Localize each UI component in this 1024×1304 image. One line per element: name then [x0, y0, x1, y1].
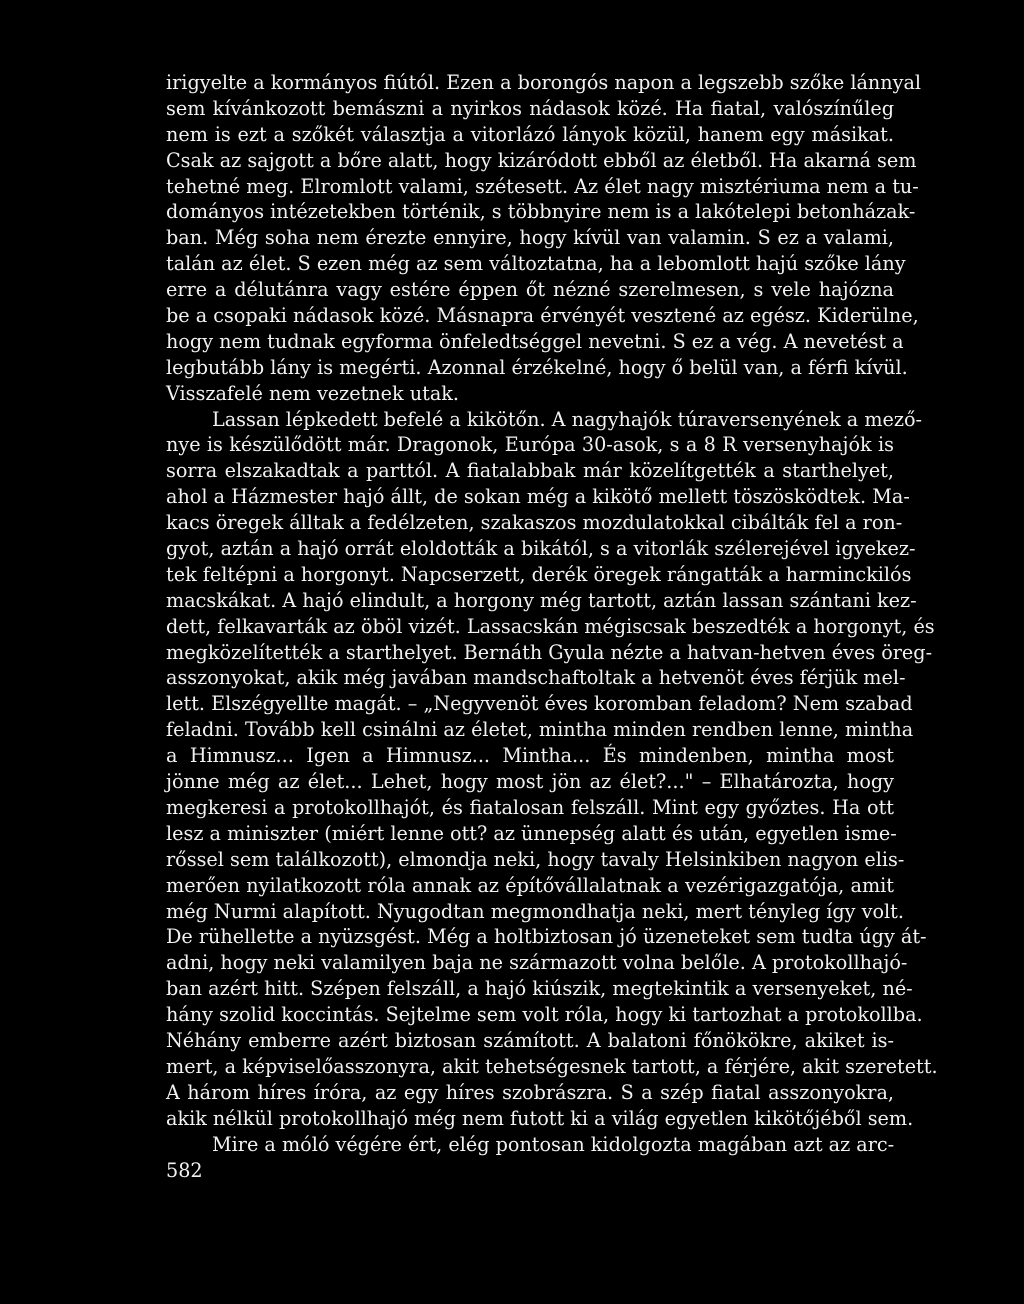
text-line: A három híres íróra, az egy híres szobrászra. S a szép fiatal asszonyokra, — [166, 1080, 894, 1104]
text-line: rőssel sem találkozott), elmondja neki, hogy tavaly Helsinkiben nagyon elis- — [166, 847, 905, 871]
text-line: Csak az sajgott a bőre alatt, hogy kizáródott ebből az életből. Ha akarná sem — [166, 148, 917, 172]
text-line: ban. Még soha nem érezte ennyire, hogy kívül van valamin. S ez a valami, — [166, 226, 894, 250]
text-line: adni, hogy neki valamilyen baja ne származott volna belőle. A protokollhajó- — [166, 951, 908, 975]
text-line: De rühellette a nyüzsgést. Még a holtbiztosan jó üzeneteket sem tudta úgy át- — [166, 925, 927, 949]
text-line: kacs öregek álltak a fedélzeten, szakaszos mozdulatokkal cibálták fel a ron- — [166, 511, 903, 535]
text-line: megkeresi a protokollhajót, és fiatalosan felszáll. Mint egy győztes. Ha ott — [166, 795, 894, 819]
text-line: megközelítették a starthelyet. Bernáth Gyula nézte a hatvan-hetven éves öreg- — [166, 640, 933, 664]
text-line: legbutább lány is megérti. Azonnal érzékelné, hogy ő belül van, a férfi kívül. — [166, 355, 908, 379]
text-line: a Himnusz... Igen a Himnusz... Mintha... És mindenben, mintha most — [166, 744, 894, 768]
text-line: macskákat. A hajó elindult, a horgony még tartott, aztán lassan szántani kez- — [166, 588, 917, 612]
text-line: nem is ezt a szőkét választja a vitorlázó lányok közül, hanem egy másikat. — [166, 122, 894, 146]
text-line: erre a délutánra vagy estére éppen őt nézné szerelmesen, s vele hajózna — [166, 278, 894, 302]
text-line: Visszafelé nem vezetnek utak. — [166, 381, 459, 405]
text-line: jönne még az élet... Lehet, hogy most jön az élet?..." – Elhatározta, hogy — [166, 770, 894, 794]
text-line: feladni. Tovább kell csinálni az életet, mintha minden rendben lenne, mintha — [166, 718, 914, 742]
page-number: 582 — [166, 1159, 203, 1182]
text-line: ban azért hitt. Szépen felszáll, a hajó kiúszik, megtekintik a versenyeket, né- — [166, 977, 913, 1001]
text-line: nye is készülődött már. Dragonok, Európa 30-asok, s a 8 R versenyhajók is — [166, 433, 894, 457]
text-line: még Nurmi alapított. Nyugodtan megmondhatja neki, mert tényleg így volt. — [166, 899, 904, 923]
text-line: irigyelte a kormányos fiútól. Ezen a borongós napon a legszebb szőke lánnyal — [166, 71, 922, 94]
text-line: gyot, aztán a hajó orrát eloldották a bikától, s a vitorlák szélerejével igyekez- — [166, 537, 916, 561]
text-line: Lassan lépkedett befelé a kikötőn. A nagyhajók túraversenyének a mező- — [212, 407, 923, 431]
text-line: merően nyilatkozott róla annak az építővállalatnak a vezérigazgatója, amit — [166, 873, 894, 897]
text-line: be a csopaki nádasok közé. Másnapra érvényét vesztené az egész. Kiderülne, — [166, 304, 919, 328]
text-line: ahol a Házmester hajó állt, de sokan még a kikötő mellett töszösködtek. Ma- — [166, 485, 910, 509]
text-line: dett, felkavarták az öböl vizét. Lassacskán mégiscsak beszedték a horgonyt, és — [166, 614, 935, 638]
text-line: talán az élet. S ezen még az sem változtatna, ha a lebomlott hajú szőke lány — [166, 252, 906, 276]
text-line: tek feltépni a horgonyt. Napcserzett, derék öregek rángatták a harminckilós — [166, 562, 912, 586]
text-line: sem kívánkozott bemászni a nyirkos nádasok közé. Ha fiatal, valószínűleg — [166, 96, 894, 120]
text-line: tehetné meg. Elromlott valami, szétesett. Az élet nagy misztériuma nem a tu- — [166, 174, 919, 198]
text-line: Néhány emberre azért biztosan számított. A balatoni főnökökre, akiket is- — [166, 1028, 894, 1052]
paragraph — [166, 407, 938, 1132]
text-line: hogy nem tudnak egyforma önfeledtséggel nevetni. S ez a vég. A nevetést a — [166, 329, 904, 353]
body-text — [166, 70, 938, 1157]
paragraph — [166, 1132, 894, 1158]
text-line: lesz a miniszter (miért lenne ott? az ünnepség alatt és után, egyetlen isme- — [166, 821, 897, 845]
text-line: hány szolid koccintás. Sejtelme sem volt róla, hogy ki tartozhat a protokollba. — [166, 1003, 923, 1027]
text-line: lett. Elszégyellte magát. – „Negyvenöt éves koromban feladom? Nem szabad — [166, 692, 913, 716]
text-line: dományos intézetekben történik, s többnyire nem is a lakótelepi betonházak- — [166, 200, 916, 224]
paragraph — [166, 70, 922, 407]
text-line: akik nélkül protokollhajó még nem futott ki a világ egyetlen kikötőjéből sem. — [166, 1106, 914, 1130]
text-line: asszonyokat, akik még javában mandschaftoltak a hetvenöt éves férjük mel- — [166, 666, 906, 690]
text-line: sorra elszakadtak a parttól. A fiatalabbak már közelítgették a starthelyet, — [166, 459, 894, 483]
text-line: mert, a képviselőasszonyra, akit tehetségesnek tartott, a férjére, akit szeretett. — [166, 1054, 938, 1078]
text-line: Mire a móló végére ért, elég pontosan kidolgozta magában azt az arc- — [212, 1132, 895, 1156]
